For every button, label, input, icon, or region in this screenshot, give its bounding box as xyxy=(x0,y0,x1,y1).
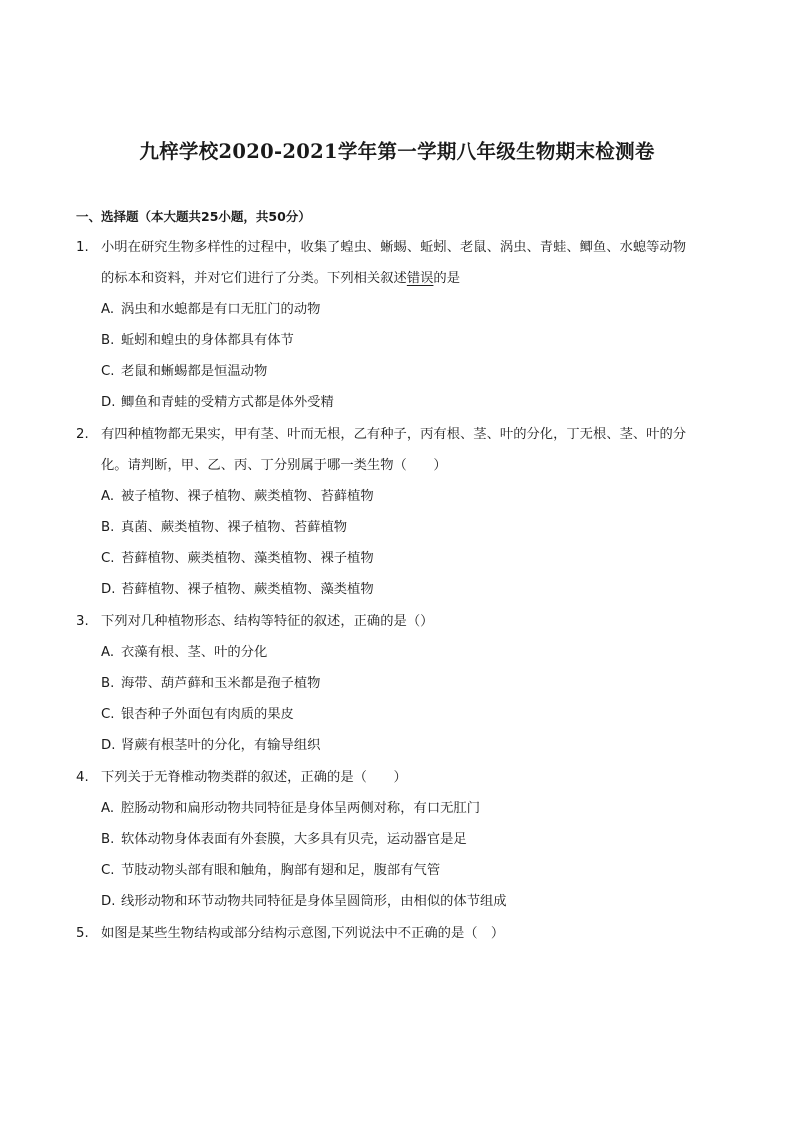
option-d[interactable] xyxy=(76,730,726,761)
option-letter: C. xyxy=(101,707,115,722)
question-3 xyxy=(76,606,726,761)
option-text: 腔肠动物和扁形动物共同特征是身体呈两侧对称，有口无肛门 xyxy=(121,801,481,816)
question-number: 5. xyxy=(76,926,89,941)
option-text: 鲫鱼和青蛙的受精方式都是体外受精 xyxy=(121,395,334,410)
option-letter: A. xyxy=(101,489,115,504)
option-a[interactable] xyxy=(76,793,726,824)
option-letter: C. xyxy=(101,364,115,379)
emphasized-word: 错误 xyxy=(406,271,434,286)
question-stem-line: 小明在研究生物多样性的过程中，收集了蝗虫、蜥蜴、蚯蚓、老鼠、涡虫、青蛙、鲫鱼、水螅等动物 xyxy=(101,240,687,255)
option-text: 软体动物身体表面有外套膜，大多具有贝壳，运动器官是足 xyxy=(121,832,467,847)
option-text: 肾蕨有根茎叶的分化，有输导组织 xyxy=(121,738,321,753)
option-c[interactable] xyxy=(76,855,726,886)
stem-text: 的是 xyxy=(433,271,461,286)
option-letter: D. xyxy=(101,738,116,753)
option-text: 蚯蚓和蝗虫的身体都具有体节 xyxy=(121,333,294,348)
question-1 xyxy=(76,232,726,418)
question-stem-line xyxy=(101,263,726,294)
option-letter: A. xyxy=(101,645,115,660)
question-5 xyxy=(76,918,726,949)
option-d[interactable] xyxy=(76,387,726,418)
question-number: 3. xyxy=(76,614,89,629)
option-letter: B. xyxy=(101,832,115,847)
question-stem-line: 有四种植物都无果实，甲有茎、叶而无根，乙有种子，丙有根、茎、叶的分化，丁无根、茎、叶的分 xyxy=(101,427,687,442)
option-letter: A. xyxy=(101,801,115,816)
question-stem-line: 下列对几种植物形态、结构等特征的叙述，正确的是（） xyxy=(101,614,434,629)
option-text: 海带、葫芦藓和玉米都是孢子植物 xyxy=(121,676,321,691)
option-letter: C. xyxy=(101,863,115,878)
section-heading: 一、选择题（本大题共25小题，共50分） xyxy=(76,209,311,224)
option-a[interactable] xyxy=(76,637,726,668)
option-d[interactable] xyxy=(76,574,726,605)
option-letter: C. xyxy=(101,551,115,566)
option-letter: B. xyxy=(101,676,115,691)
option-text: 节肢动物头部有眼和触角，胸部有翅和足，腹部有气管 xyxy=(121,863,441,878)
option-text: 衣藻有根、茎、叶的分化 xyxy=(121,645,268,660)
question-number: 4. xyxy=(76,770,89,785)
option-d[interactable] xyxy=(76,886,726,917)
option-letter: D. xyxy=(101,395,116,410)
option-text: 涡虫和水螅都是有口无肛门的动物 xyxy=(121,302,321,317)
question-stem-line: 下列关于无脊椎动物类群的叙述，正确的是（ ） xyxy=(101,770,407,785)
option-letter: B. xyxy=(101,520,115,535)
option-text: 线形动物和环节动物共同特征是身体呈圆筒形，由相似的体节组成 xyxy=(121,894,507,909)
option-b[interactable] xyxy=(76,824,726,855)
option-letter: B. xyxy=(101,333,115,348)
question-stem-line: 化。请判断，甲、乙、丙、丁分别属于哪一类生物（ ） xyxy=(101,458,447,473)
option-text: 银杏种子外面包有肉质的果皮 xyxy=(121,707,294,722)
option-c[interactable] xyxy=(76,356,726,387)
option-b[interactable] xyxy=(76,325,726,356)
option-text: 苔藓植物、裸子植物、蕨类植物、藻类植物 xyxy=(121,582,374,597)
option-b[interactable] xyxy=(76,668,726,699)
option-letter: D. xyxy=(101,582,116,597)
question-number: 2. xyxy=(76,427,89,442)
option-text: 老鼠和蜥蜴都是恒温动物 xyxy=(121,364,268,379)
option-text: 苔藓植物、蕨类植物、藻类植物、裸子植物 xyxy=(121,551,374,566)
option-text: 真菌、蕨类植物、裸子植物、苔藓植物 xyxy=(121,520,348,535)
option-c[interactable] xyxy=(76,543,726,574)
option-c[interactable] xyxy=(76,699,726,730)
option-a[interactable] xyxy=(76,294,726,325)
exam-title: 九梓学校2020-2021学年第一学期八年级生物期末检测卷 xyxy=(139,140,655,163)
option-letter: D. xyxy=(101,894,116,909)
question-4 xyxy=(76,762,726,917)
question-2 xyxy=(76,419,726,605)
stem-text: 的标本和资料，并对它们进行了分类。下列相关叙述 xyxy=(101,271,407,286)
option-b[interactable] xyxy=(76,512,726,543)
question-number: 1. xyxy=(76,240,89,255)
question-stem-line: 如图是某些生物结构或部分结构示意图,下列说法中不正确的是（ ） xyxy=(101,926,505,941)
option-letter: A. xyxy=(101,302,115,317)
option-text: 被子植物、裸子植物、蕨类植物、苔藓植物 xyxy=(121,489,374,504)
option-a[interactable] xyxy=(76,481,726,512)
